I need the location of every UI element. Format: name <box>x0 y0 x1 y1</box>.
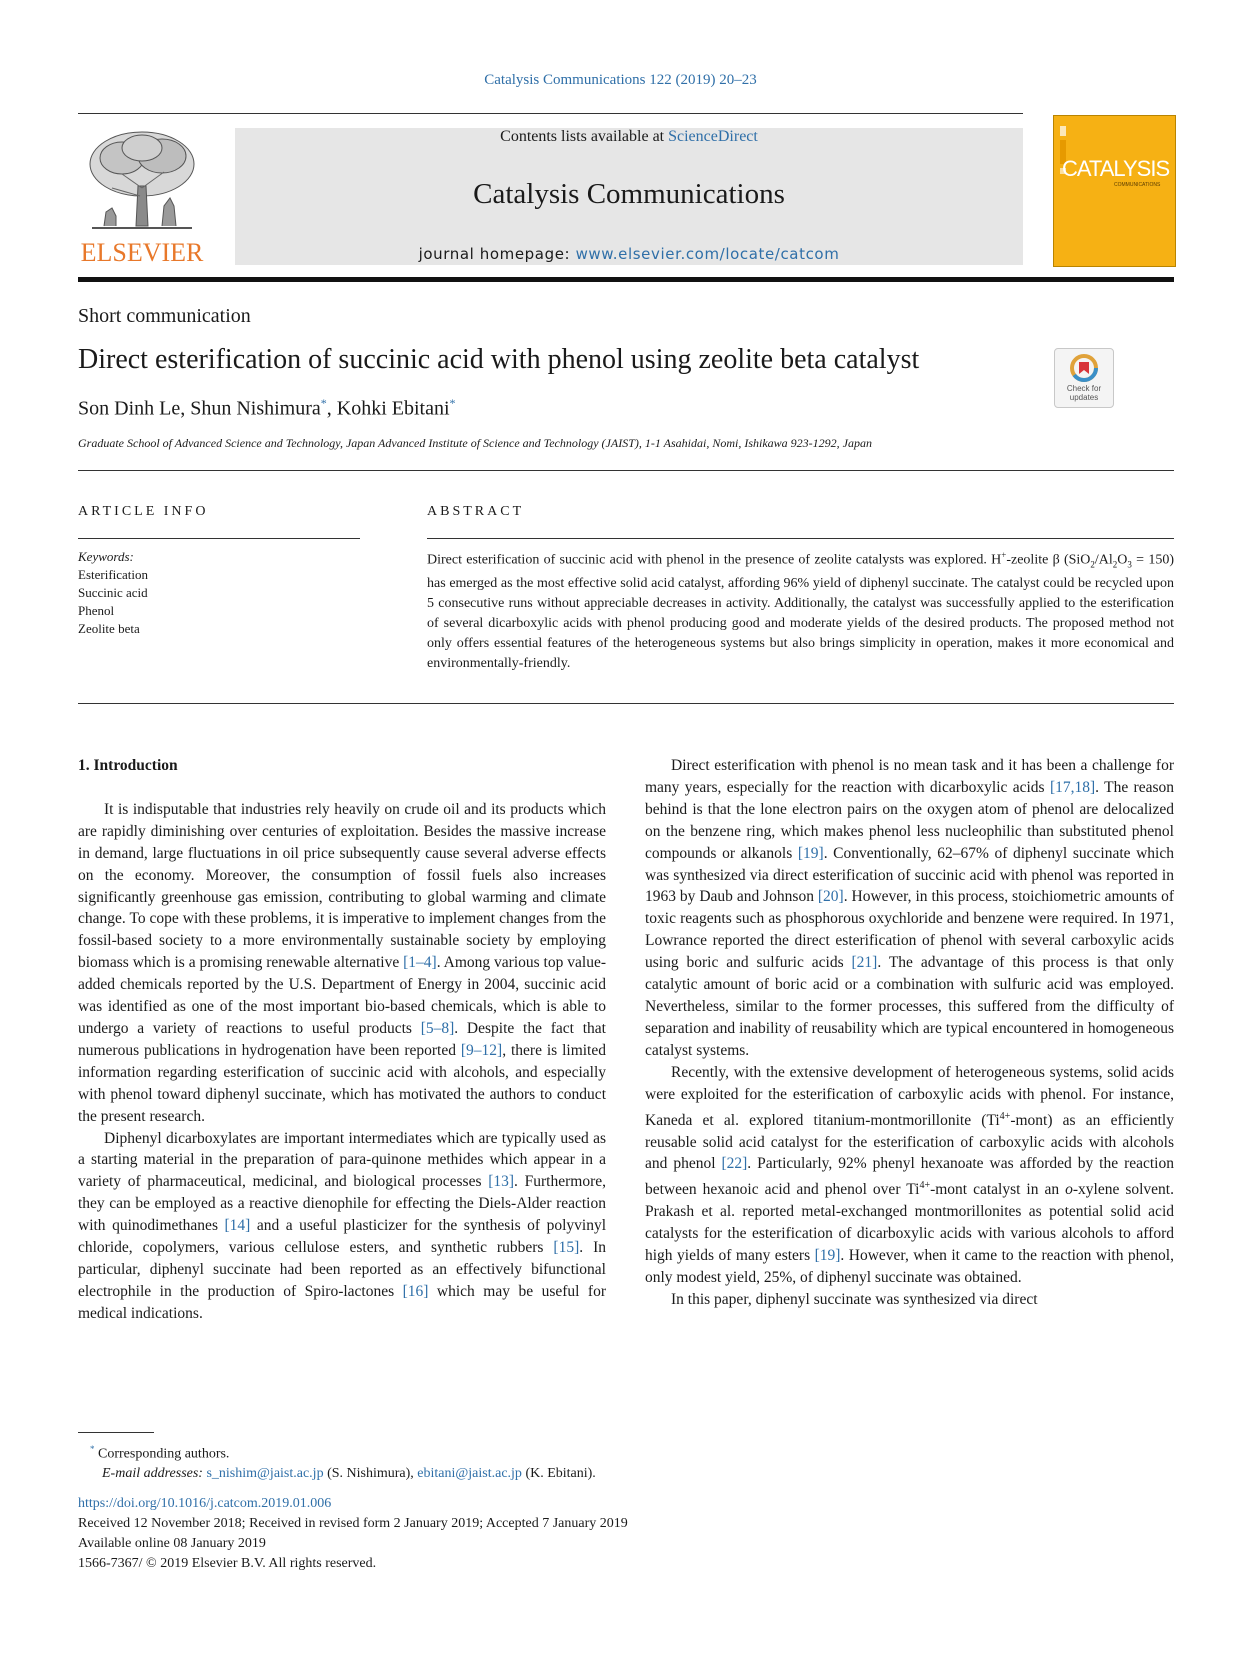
keywords-label: Keywords: <box>78 549 134 564</box>
article-info-heading: ARTICLE INFO <box>78 504 209 519</box>
body-paragraph <box>645 755 1174 1062</box>
paragraph-fragment: and a useful plasticizer for the synthesis of polyvinyl chloride, copolymers, various cellulose esters, and synthetic rubbers <box>78 1217 606 1257</box>
author-name: Kohki Ebitani <box>336 397 450 420</box>
keyword-item: Phenol <box>78 603 115 618</box>
abstract-fragment: /Al <box>1094 552 1113 568</box>
citation-link[interactable]: [17,18] <box>1049 778 1096 796</box>
paragraph-fragment: . However, when it came to the reaction with phenol, only modest yield, 25%, of diphenyl succinate was obtained. <box>645 1247 1174 1287</box>
contents-available-line <box>235 128 1023 146</box>
paragraph-fragment: -mont) as an efficiently reusable solid acid catalyst for the esterification of carboxylic acids with alcohols and phenol <box>645 1111 1174 1173</box>
italic-fragment: o <box>1065 1181 1073 1199</box>
abstract-fragment: O <box>1117 552 1128 568</box>
available-online: Available online 08 January 2019 <box>78 1536 266 1551</box>
email-link[interactable]: ebitani@jaist.ac.jp <box>417 1465 522 1481</box>
citation-link[interactable]: [13] <box>488 1173 515 1191</box>
article-metadata <box>78 1494 628 1574</box>
journal-reference-link[interactable]: Catalysis Communications 122 (2019) 20–23 <box>484 72 757 88</box>
abstract-subscript: 2 <box>1090 559 1095 570</box>
paragraph-fragment: Direct esterification with phenol is no mean task and it has been a challenge for many years, especially for the reaction with dicarboxylic acids <box>645 757 1174 796</box>
paragraph-fragment: . Despite the fact that numerous publications in hydrogenation have been reported <box>78 1019 606 1059</box>
paragraph-fragment: -xylene solvent. Prakash et al. reported metal-exchanged montmorillonites as potential solid acid catalysts for the esterification of dicarboxylic acids with various alcohols to afford high yields of many esters <box>645 1181 1174 1265</box>
elsevier-logo[interactable] <box>78 126 206 266</box>
footnote-star: * <box>90 1444 95 1454</box>
journal-homepage-line <box>235 245 1023 263</box>
journal-masthead <box>235 128 1023 265</box>
header-top-rule <box>78 113 1023 114</box>
copyright-line: 1566-7367/ © 2019 Elsevier B.V. All rights reserved. <box>78 1556 377 1571</box>
keyword-item: Succinic acid <box>78 585 148 600</box>
article-title: Direct esterification of succinic acid with phenol using zeolite beta catalyst <box>78 344 920 375</box>
section-heading-introduction: 1. Introduction <box>78 757 178 774</box>
abstract-rule <box>427 538 1174 539</box>
author-name: Shun Nishimura <box>190 397 321 420</box>
paragraph-fragment: . Among various top value-added chemicals reported by the U.S. Department of Energy in 2004, succinic acid was identified as one of the most important bio-based chemicals, which is able to undergo a variety of reactions to useful products <box>78 954 606 1037</box>
sciencedirect-link[interactable]: ScienceDirect <box>668 128 758 145</box>
corresponding-footnote <box>78 1440 596 1464</box>
citation-link[interactable]: [22] <box>721 1155 748 1173</box>
paragraph-fragment: . Conventionally, 62–67% of diphenyl succinate which was synthesized via direct esterification of succinic acid with phenol was reported in 1963 by Daub and Johnson <box>645 844 1174 906</box>
citation-link[interactable]: [19] <box>797 844 824 862</box>
body-column-left <box>78 755 606 1325</box>
article-info-rule <box>78 538 360 539</box>
corresponding-author-mark[interactable]: * <box>449 396 456 410</box>
cover-subtitle: COMMUNICATIONS <box>1114 182 1161 188</box>
paragraph-fragment: . In particular, diphenyl succinate had been reported as an effectively bifunctional electrophile in the production of Spiro-lactones <box>78 1239 607 1300</box>
citation-link[interactable]: [14] <box>224 1217 251 1235</box>
paragraph-fragment: Diphenyl dicarboxylates are important intermediates which are typically used as a starting material in the preparation of para-quinone methides which appear in a variety of pharmaceutical, medicinal, and biological processes <box>78 1129 606 1191</box>
footnote-rule <box>78 1432 154 1433</box>
body-paragraph: In this paper, diphenyl succinate was synthesized via direct <box>671 1291 1038 1309</box>
citation-link[interactable]: [19] <box>814 1247 841 1265</box>
keywords-block <box>78 548 148 638</box>
paragraph-fragment: . Particularly, 92% phenyl hexanoate was afforded by the reaction between hexanoic acid and phenol over Ti <box>645 1155 1174 1199</box>
abstract-text <box>427 545 1174 674</box>
body-column-right <box>645 755 1174 1311</box>
citation-link[interactable]: [20] <box>817 888 844 906</box>
received-dates: Received 12 November 2018; Received in revised form 2 January 2019; Accepted 7 January 2019 <box>78 1516 628 1531</box>
doi-link[interactable]: https://doi.org/10.1016/j.catcom.2019.01.006 <box>78 1496 332 1511</box>
footnote-text: Corresponding authors. <box>98 1446 230 1462</box>
email-footnote <box>78 1464 596 1483</box>
email-owner: (S. Nishimura), <box>323 1465 418 1481</box>
email-link[interactable]: s_nishim@jaist.ac.jp <box>206 1465 324 1481</box>
paragraph-fragment: Recently, with the extensive development of heterogeneous systems, solid acids were exploited for the esterification of carboxylic acids with phenol. For instance, Kaneda et al. explored titanium-montmorillonite (Ti <box>645 1063 1174 1129</box>
email-label: E-mail addresses: <box>102 1465 203 1481</box>
abstract-fragment: Direct esterification of succinic acid with phenol in the presence of zeolite catalysts was explored. H <box>427 552 1002 568</box>
body-paragraph <box>78 799 606 1128</box>
paragraph-fragment: It is indisputable that industries rely heavily on crude oil and its products which are rapidly diminishing over centuries of exploitation. Besides the massive increase in demand, large fluctuations in oil price subsequently cause several adverse effects on the economy. Moreover, the consumption of fossil fuels also increases significantly greenhouse gas emission, contributing to global warming and climate change. To cope with these problems, it is imperative to implement changes from the fossil-based society to a more environmentally sustainable society by employing biomass which is a promising renewable alternative <box>78 800 606 972</box>
header-thick-rule <box>78 277 1174 282</box>
citation-link[interactable]: [16] <box>402 1282 429 1300</box>
affiliation-rule <box>78 470 1174 471</box>
paragraph-fragment: , there is limited information regarding esterification of succinic acid with alcohols, and especially with phenol toward diphenyl succinate, which has motivated the authors to conduct the present research. <box>78 1041 606 1125</box>
paragraph-fragment: . The advantage of this process is that only catalytic amount of boric acid or a combination with sulfuric acid was employed. Nevertheless, similar to the former processes, this suffered from the difficulty of separation and inability of reusability which are typical encountered in homogeneous catalyst systems. <box>645 954 1174 1059</box>
cover-decoration-icon <box>1058 124 1068 254</box>
author-affiliation: Graduate School of Advanced Science and Technology, Japan Advanced Institute of Science and Technology (JAIST), 1-1 Asahidai, Nomi, Ishikawa 923-1292, Japan <box>78 436 872 450</box>
check-for-updates-badge[interactable] <box>1054 348 1114 408</box>
abstract-subscript: 2 <box>1112 559 1118 570</box>
elsevier-tree-icon <box>82 126 202 236</box>
corresponding-author-mark[interactable]: * <box>320 396 327 410</box>
abstract-superscript: + <box>1001 550 1007 560</box>
citation-link[interactable]: [1–4] <box>403 954 437 972</box>
citation-link[interactable]: [5–8] <box>420 1019 455 1037</box>
citation-link[interactable]: [21] <box>851 954 878 972</box>
author-list: Son Dinh Le, Shun Nishimura*, Kohki Ebitani* <box>78 396 456 420</box>
email-owner: (K. Ebitani). <box>521 1465 596 1481</box>
abstract-end-rule <box>78 703 1174 704</box>
citation-link[interactable]: [15] <box>553 1239 580 1257</box>
article-type: Short communication <box>78 305 251 327</box>
paragraph-fragment: -mont catalyst in an <box>930 1181 1066 1199</box>
author-name: Son Dinh Le <box>78 397 181 420</box>
keyword-item: Zeolite beta <box>78 621 140 636</box>
paragraph-fragment: . However, in this process, stoichiometric amounts of toxic reagents such as phosphorous oxychloride and benzene were required. In 1971, Lowrance reported the direct esterification of phenol with several carboxylic acids using boric and sulfuric acids <box>645 888 1174 972</box>
check-updates-icon <box>1070 354 1098 382</box>
cover-title: CATALYSIS <box>1062 156 1170 181</box>
body-paragraph <box>645 1062 1174 1289</box>
abstract-heading: ABSTRACT <box>427 504 525 519</box>
paragraph-fragment: . The reason behind is that the lone electron pairs on the oxygen atom of phenol are delocalized on the benzene ring, which makes phenol less nucleophilic than substituted phenol compounds or alkanols <box>645 778 1175 862</box>
superscript: 4+ <box>999 1110 1011 1122</box>
contents-prefix: Contents lists available at <box>500 128 669 145</box>
abstract-fragment: -zeolite β (SiO <box>1006 552 1091 568</box>
homepage-prefix: journal homepage: <box>418 245 576 263</box>
footnotes <box>78 1440 596 1483</box>
paragraph-fragment: which may be useful for medical indications. <box>78 1282 606 1322</box>
elsevier-wordmark: ELSEVIER <box>80 238 204 267</box>
journal-cover-thumbnail[interactable] <box>1053 115 1176 267</box>
paragraph-fragment: . Furthermore, they can be employed as a reactive dienophile for effecting the Diels-Alder reaction with quinodimethanes <box>78 1173 606 1235</box>
keyword-item: Esterification <box>78 567 149 582</box>
abstract-subscript: 3 <box>1127 559 1132 570</box>
body-paragraph <box>78 1128 606 1325</box>
homepage-link[interactable]: www.elsevier.com/locate/catcom <box>575 245 840 263</box>
journal-name: Catalysis Communications <box>473 178 785 210</box>
check-updates-label: Check for updates <box>1066 384 1102 402</box>
superscript: 4+ <box>919 1180 931 1192</box>
abstract-fragment: = 150) has emerged as the most effective solid acid catalyst, affording 96% yield of diphenyl succinate. The catalyst could be recycled upon 5 consecutive runs without appreciable decreases in activity. Additionally, the catalyst was successfully applied to the esterification of several dicarboxylic acids with phenol producing good and moderate yields of the desired products. The proposed method not only offers essential features of the heterogeneous systems but also brings simplicity in operation, makes it more economical and environmentally-friendly. <box>427 552 1174 672</box>
citation-link[interactable]: [9–12] <box>460 1041 503 1059</box>
